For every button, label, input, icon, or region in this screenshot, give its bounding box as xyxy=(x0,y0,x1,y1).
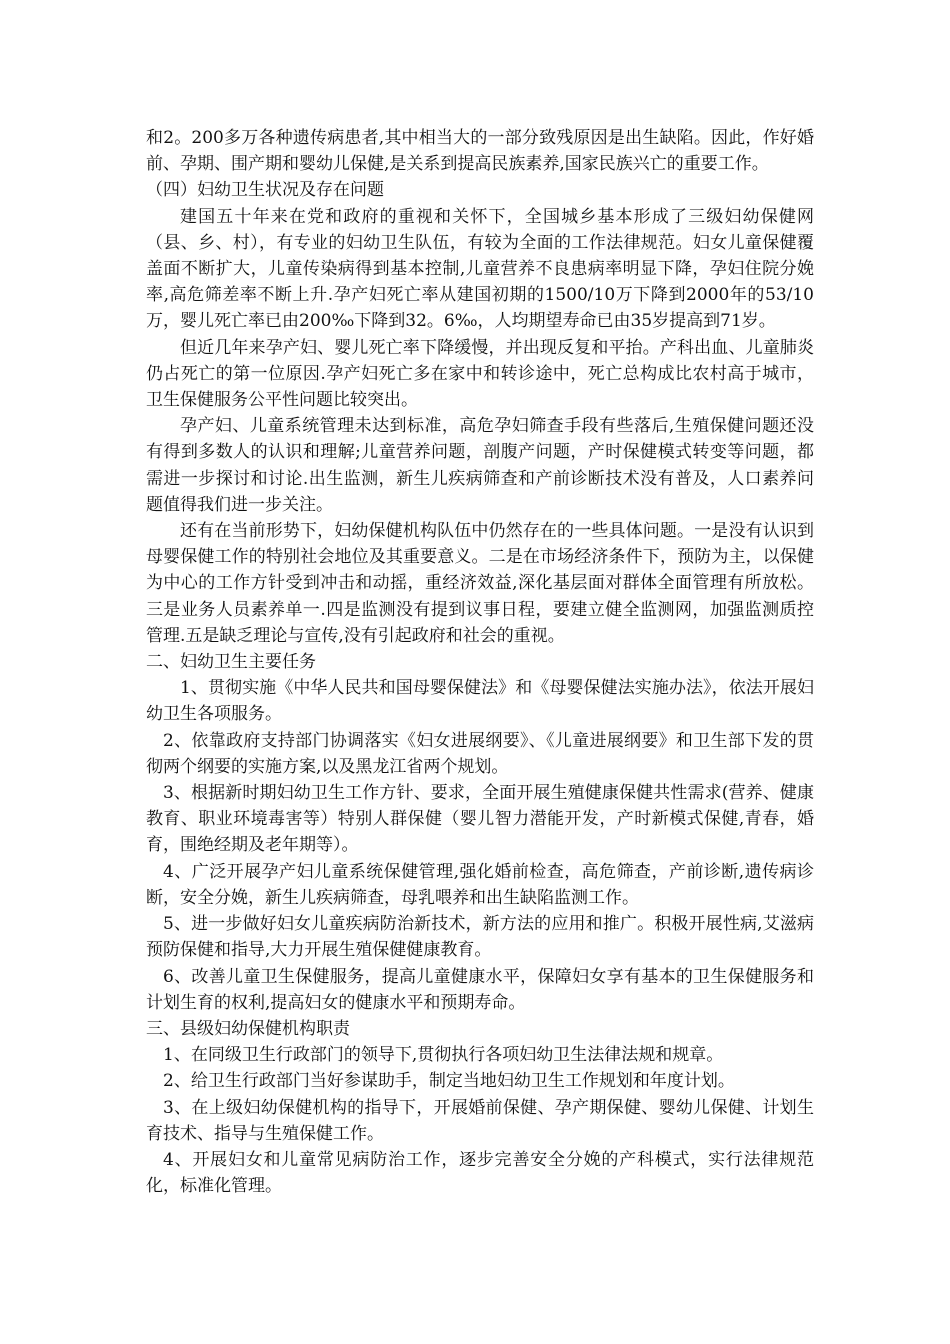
list-item: 5、进一步做好妇女儿童疾病防治新技术，新方法的应用和推广。积极开展性病,艾滋病预防保健和指导,大力开展生殖保健健康教育。 xyxy=(146,914,814,961)
list-item: 4、开展妇女和儿童常见病防治工作，逐步完善安全分娩的产科模式，实行法律规范化，标准化管理。 xyxy=(146,1149,814,1197)
list-item: 2、依靠政府支持部门协调落实《妇女进展纲要》、《儿童进展纲要》和卫生部下发的贯彻两个纲要的实施方案,以及黑龙江省两个规划。 xyxy=(146,730,814,777)
list-item: 3、在上级妇幼保健机构的指导下，开展婚前保健、孕产期保健、婴幼儿保健、计划生育技术、指导与生殖保健工作。 xyxy=(146,1097,814,1144)
list-item: 2、给卫生行政部门当好参谋助手，制定当地妇幼卫生工作规划和年度计划。 xyxy=(163,1071,735,1092)
body-paragraph: 但近几年来孕产妇、婴儿死亡率下降缓慢，并出现反复和平抬。产科出血、儿童肺炎仍占死亡的第一位原因.孕产妇死亡多在家中和转诊途中，死亡总构成比农村高于城市，卫生保健服务公平性问题比较突出。 xyxy=(146,337,814,411)
list-item: 1、在同级卫生行政部门的领导下,贯彻执行各项妇幼卫生法律法规和规章。 xyxy=(163,1045,724,1066)
document-page xyxy=(146,125,814,1199)
section-heading: （四）妇幼卫生状况及存在问题 xyxy=(146,180,384,201)
body-paragraph: 建国五十年来在党和政府的重视和关怀下，全国城乡基本形成了三级妇幼保健网（县、乡、村），有专业的妇幼卫生队伍，有较为全面的工作法律规范。妇女儿童保健覆盖面不断扩大，儿童传染病得到基本控制,儿童营养不良患病率明显下降，孕妇住院分娩率,高危筛差率不断上升.孕产妇死亡率从建国初期的1500/10万下降到2000年的53/10万，婴儿死亡率已由200‰下降到32。6‰，人均期望寿命已由35岁提高到71岁。 xyxy=(146,206,814,332)
body-paragraph: 和2。200多万各种遗传病患者,其中相当大的一部分致残原因是出生缺陷。因此，作好婚前、孕期、围产期和婴幼儿保健,是关系到提高民族素养,国家民族兴亡的重要工作。 xyxy=(146,128,814,175)
list-item: 4、广泛开展孕产妇儿童系统保健管理,强化婚前检查，高危筛查，产前诊断,遗传病诊断，安全分娩，新生儿疾病筛查，母乳喂养和出生缺陷监测工作。 xyxy=(146,861,814,908)
list-item: 6、改善儿童卫生保健服务，提高儿童健康水平，保障妇女享有基本的卫生保健服务和计划生育的权利,提高妇女的健康水平和预期寿命。 xyxy=(146,966,814,1013)
list-item: 1、贯彻实施《中华人民共和国母婴保健法》和《母婴保健法实施办法》，依法开展妇幼卫生各项服务。 xyxy=(146,678,814,725)
body-paragraph: 还有在当前形势下，妇幼保健机构队伍中仍然存在的一些具体问题。一是没有认识到母婴保健工作的特别社会地位及其重要意义。二是在市场经济条件下，预防为主，以保健为中心的工作方针受到冲击和动摇，重经济效益,深化基层面对群体全面管理有所放松。三是业务人员素养单一.四是监测没有提到议事日程，要建立健全监测网，加强监测质控管理.五是缺乏理论与宣传,没有引起政府和社会的重视。 xyxy=(146,521,814,646)
body-paragraph: 孕产妇、儿童系统管理未达到标准，高危孕妇筛查手段有些落后,生殖保健问题还没有得到多数人的认识和理解;儿童营养问题，剖腹产问题，产时保健模式转变等问题，都需进一步探讨和讨论.出生监测，新生儿疾病筛查和产前诊断技术没有普及，人口素养问题值得我们进一步关注。 xyxy=(146,416,814,515)
section-heading: 二、妇幼卫生主要任务 xyxy=(146,652,316,673)
section-heading: 三、县级妇幼保健机构职责 xyxy=(146,1018,350,1039)
list-item: 3、根据新时期妇幼卫生工作方针、要求，全面开展生殖健康保健共性需求(营养、健康教育、职业环境毒害等）特别人群保健（婴儿智力潜能开发，产时新模式保健,青春，婚育，围绝经期及老年期等）。 xyxy=(146,783,814,856)
